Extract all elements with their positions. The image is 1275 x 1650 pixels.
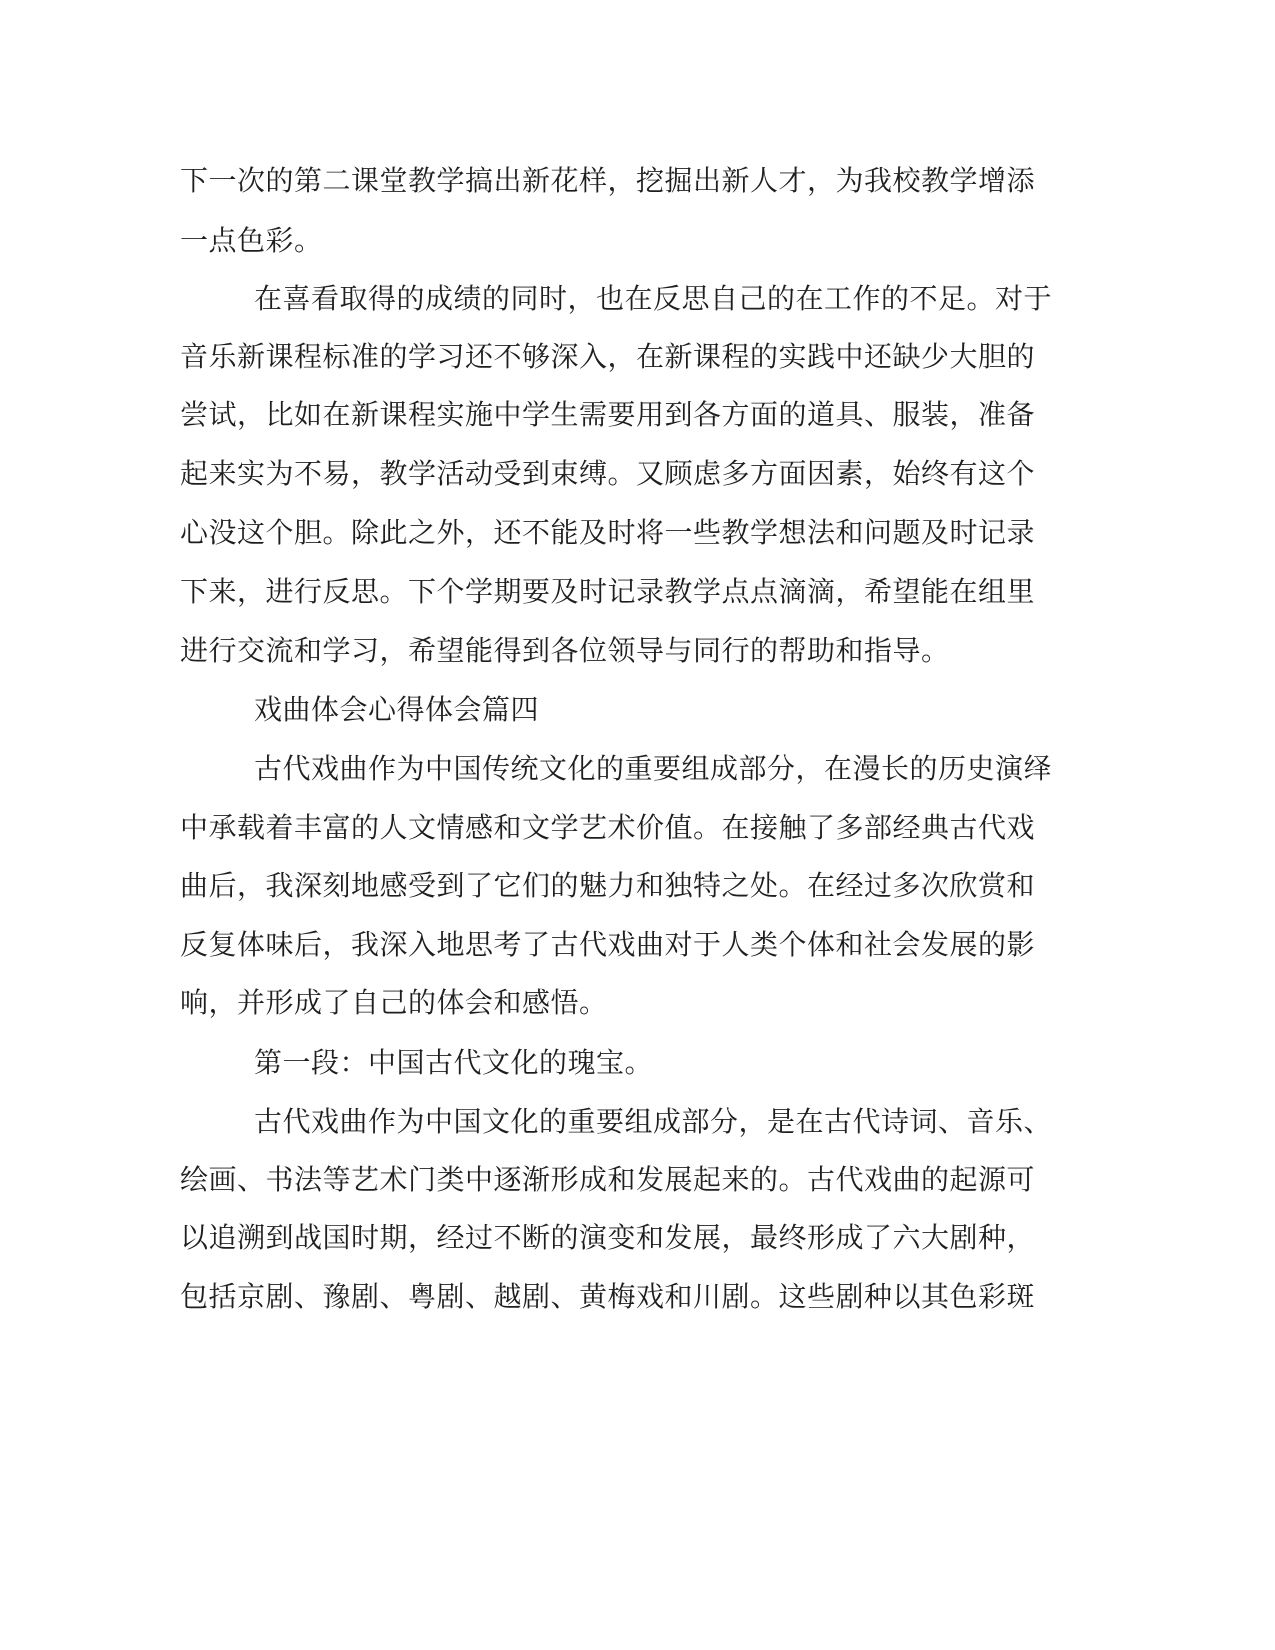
- text-line: 包括京剧、豫剧、粤剧、越剧、黄梅戏和川剧。这些剧种以其色彩斑: [180, 1280, 1036, 1313]
- text-line: 心没这个胆。除此之外，还不能及时将一些教学想法和问题及时记录: [180, 516, 1036, 549]
- text-line: 古代戏曲作为中国文化的重要组成部分，是在古代诗词、音乐、: [254, 1105, 1053, 1138]
- text-line: 古代戏曲作为中国传统文化的重要组成部分，在漫长的历史演绎: [254, 752, 1053, 785]
- text-line: 进行交流和学习，希望能得到各位领导与同行的帮助和指导。: [180, 634, 950, 667]
- text-line: 尝试，比如在新课程实施中学生需要用到各方面的道具、服装，准备: [180, 398, 1036, 431]
- text-line: 曲后，我深刻地感受到了它们的魅力和独特之处。在经过多次欣赏和: [180, 869, 1036, 902]
- text-line: 音乐新课程标准的学习还不够深入，在新课程的实践中还缺少大胆的: [180, 340, 1036, 373]
- text-line: 绘画、书法等艺术门类中逐渐形成和发展起来的。古代戏曲的起源可: [180, 1163, 1036, 1196]
- text-line: 以追溯到战国时期，经过不断的演变和发展，最终形成了六大剧种，: [180, 1221, 1036, 1254]
- text-line: 反复体味后，我深入地思考了古代戏曲对于人类个体和社会发展的影: [180, 928, 1036, 961]
- subsection-heading: 第一段：中国古代文化的瑰宝。: [254, 1046, 654, 1079]
- text-line: 下一次的第二课堂教学搞出新花样，挖掘出新人才，为我校教学增添: [180, 164, 1036, 197]
- text-line: 一点色彩。: [180, 224, 323, 257]
- text-line: 响，并形成了自己的体会和感悟。: [180, 986, 608, 1019]
- text-line: 中承载着丰富的人文情感和文学艺术价值。在接触了多部经典古代戏: [180, 811, 1036, 844]
- section-heading: 戏曲体会心得体会篇四: [254, 693, 540, 726]
- text-line: 下来，进行反思。下个学期要及时记录教学点点滴滴，希望能在组里: [180, 575, 1036, 608]
- text-line: 起来实为不易，教学活动受到束缚。又顾虑多方面因素，始终有这个: [180, 457, 1036, 490]
- text-line: 在喜看取得的成绩的同时，也在反思自己的在工作的不足。对于: [254, 282, 1053, 315]
